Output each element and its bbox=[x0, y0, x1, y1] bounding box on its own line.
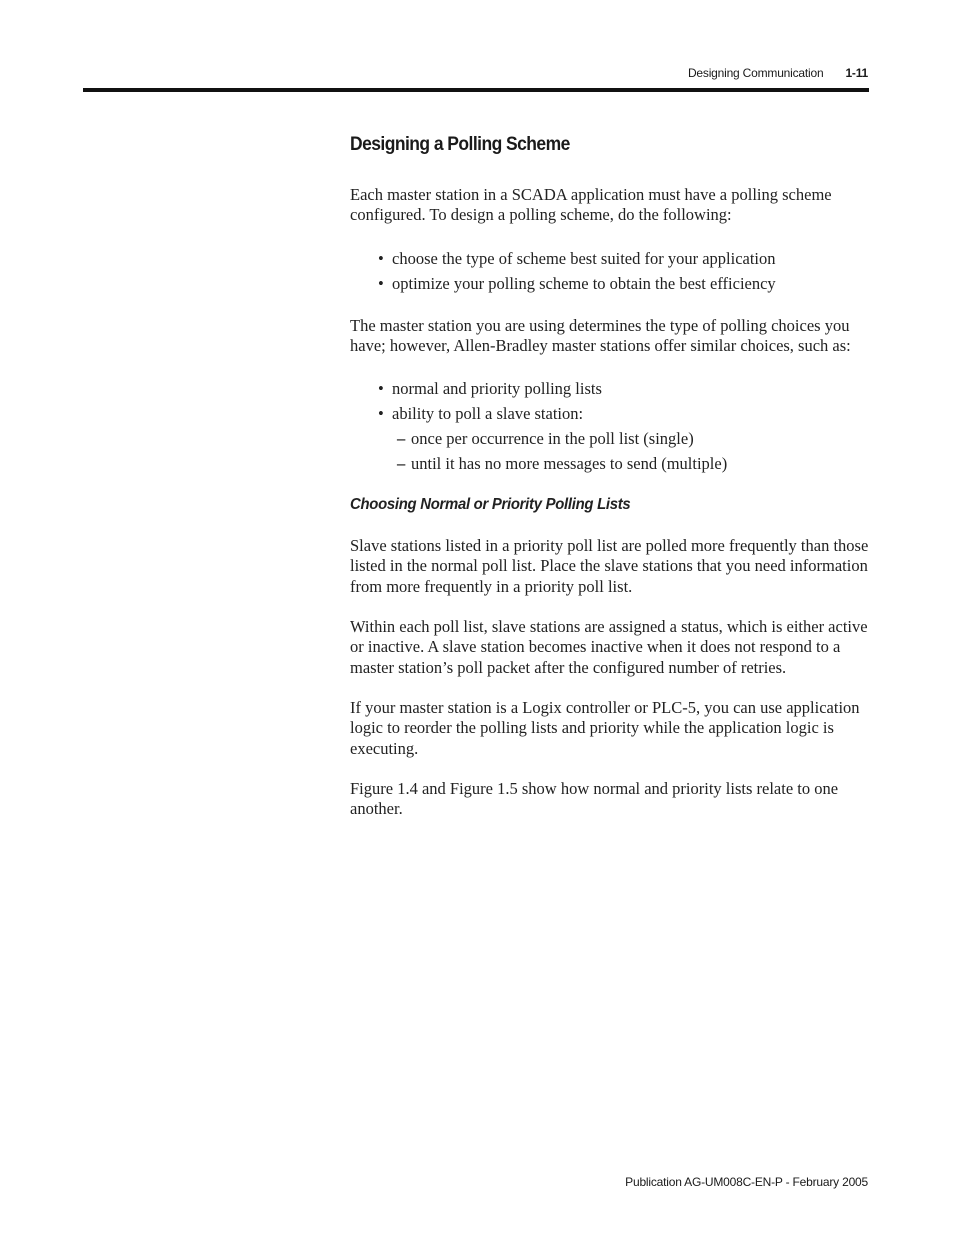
running-header bbox=[688, 66, 868, 80]
section-title: Designing a Polling Scheme bbox=[350, 134, 570, 155]
dash-icon: – bbox=[397, 454, 406, 474]
subsection-title: Choosing Normal or Priority Polling Lists bbox=[350, 496, 631, 514]
intro-paragraph: Each master station in a SCADA application must have a polling scheme configured. To design a polling scheme, do the following: bbox=[350, 185, 832, 225]
body-paragraph: Slave stations listed in a priority poll list are polled more frequently than those listed in the normal poll list. Place the slave stations that you need information from more frequently in a priority poll list. bbox=[350, 536, 869, 596]
dash-icon: – bbox=[397, 429, 406, 449]
choices-paragraph: The master station you are using determines the type of polling choices you have; however, Allen-Bradley master stations offer similar choices, such as: bbox=[350, 315, 851, 355]
bullet-icon: • bbox=[378, 248, 384, 268]
list-item: – until it has no more messages to send (multiple) bbox=[397, 451, 870, 476]
publication-footer: Publication AG-UM008C-EN-P - February 2005 bbox=[625, 1175, 868, 1189]
bullet-icon: • bbox=[378, 379, 384, 399]
chapter-title: Designing Communication bbox=[687, 66, 824, 80]
bullet-icon: • bbox=[378, 273, 384, 293]
body-paragraph: Figure 1.4 and Figure 1.5 show how normal and priority lists relate to one another. bbox=[350, 778, 839, 819]
sub-choices-list bbox=[378, 426, 870, 476]
list-item: • ability to poll a slave station: – once per occurrence in the poll list (single) – until it has no more messages to send (multiple) bbox=[378, 401, 870, 476]
list-item: • normal and priority polling lists bbox=[378, 376, 870, 401]
main-content bbox=[350, 134, 870, 839]
header-rule bbox=[83, 88, 869, 92]
list-item: – once per occurrence in the poll list (single) bbox=[397, 426, 870, 451]
list-item: • choose the type of scheme best suited for your application bbox=[378, 246, 870, 271]
choices-list bbox=[350, 376, 870, 476]
page-number: 1-11 bbox=[845, 66, 868, 80]
steps-list bbox=[350, 246, 870, 296]
bullet-icon: • bbox=[378, 404, 384, 424]
body-paragraph: If your master station is a Logix controller or PLC-5, you can use application logic to reorder the polling lists and priority while the application logic is executing. bbox=[350, 697, 860, 758]
list-item: • optimize your polling scheme to obtain the best efficiency bbox=[378, 271, 870, 296]
body-paragraph: Within each poll list, slave stations are assigned a status, which is either active or inactive. A slave station becomes inactive when it does not respond to a master station’s poll packet after the configured number of retries. bbox=[350, 617, 868, 677]
